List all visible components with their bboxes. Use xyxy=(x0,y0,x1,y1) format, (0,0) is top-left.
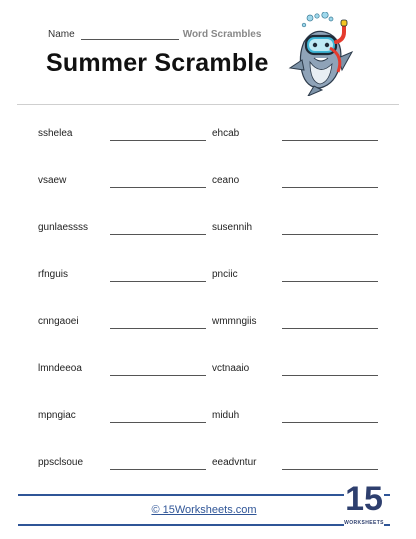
scrambled-word: vctnaaio xyxy=(212,363,250,374)
answer-blank[interactable] xyxy=(282,375,378,376)
logo-text: WORKSHEETS xyxy=(344,520,384,526)
scrambled-word: ppsclsoue xyxy=(38,457,84,468)
answer-blank[interactable] xyxy=(110,234,206,235)
scrambled-word: ehcab xyxy=(212,128,240,139)
logo-number: 15 xyxy=(345,480,383,518)
answer-blank[interactable] xyxy=(110,422,206,423)
answer-blank[interactable] xyxy=(282,234,378,235)
answer-blank[interactable] xyxy=(282,187,378,188)
brand-logo xyxy=(344,478,384,534)
answer-blank[interactable] xyxy=(110,140,206,141)
scrambled-word: mpngiac xyxy=(38,410,76,421)
scrambled-word: eeadvntur xyxy=(212,457,257,468)
footer-bar xyxy=(18,494,390,526)
page-title: Summer Scramble xyxy=(46,49,269,77)
answer-blank[interactable] xyxy=(282,469,378,470)
answer-blank[interactable] xyxy=(282,281,378,282)
name-label: Name xyxy=(48,29,75,40)
scrambled-word: pnciic xyxy=(212,269,238,280)
scrambled-word: sshelea xyxy=(38,128,73,139)
scrambled-word: cnngaoei xyxy=(38,316,79,327)
scrambled-word: susennih xyxy=(212,222,253,233)
answer-blank[interactable] xyxy=(282,328,378,329)
scrambled-word: gunlaessss xyxy=(38,222,89,233)
copyright-link[interactable]: © 15Worksheets.com xyxy=(151,504,257,516)
answer-blank[interactable] xyxy=(282,422,378,423)
scrambled-word: wmmngiis xyxy=(212,316,257,327)
scrambled-word: miduh xyxy=(212,410,240,421)
scrambled-word: rfnguis xyxy=(38,269,69,280)
scrambled-word: lmndeeoa xyxy=(38,363,82,374)
answer-blank[interactable] xyxy=(110,187,206,188)
answer-blank[interactable] xyxy=(110,281,206,282)
answer-blank[interactable] xyxy=(282,140,378,141)
answer-blank[interactable] xyxy=(110,328,206,329)
worksheet-category: Word Scrambles xyxy=(182,29,262,40)
scrambled-word: vsaew xyxy=(38,175,67,186)
answer-blank[interactable] xyxy=(110,375,206,376)
answer-blank[interactable] xyxy=(110,469,206,470)
scrambled-word: ceano xyxy=(212,175,240,186)
